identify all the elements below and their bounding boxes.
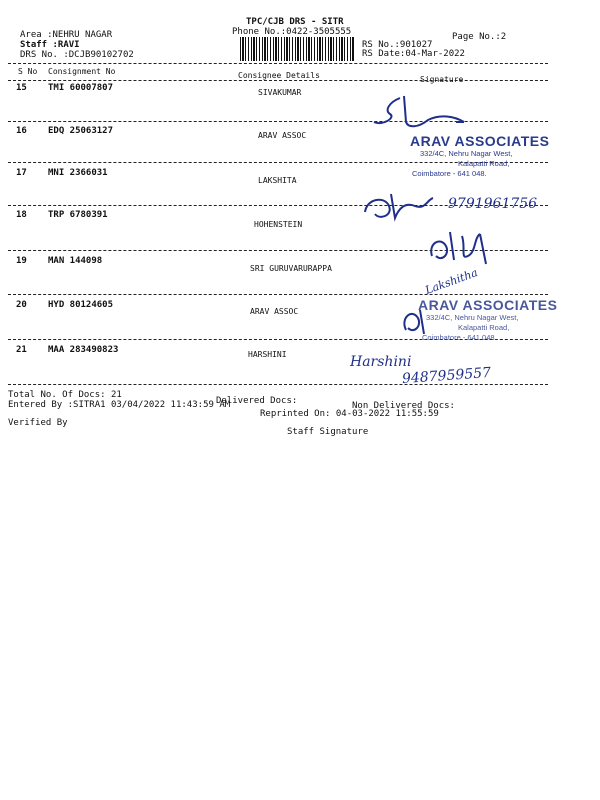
stamp-city: Coimbatore - 641 048. bbox=[422, 333, 497, 342]
stamp-address: 332/4C, Nehru Nagar West, bbox=[426, 313, 519, 322]
area-label: Area :NEHRU NAGAR bbox=[20, 30, 113, 40]
stamp-address: 332/4C, Nehru Nagar West, bbox=[420, 149, 513, 158]
rs-date: RS Date:04-Mar-2022 bbox=[362, 49, 465, 59]
row-consignment: EDQ 25063127 bbox=[48, 126, 114, 136]
entered-by: Entered By :SITRA1 03/04/2022 11:43:59 AM bbox=[8, 400, 231, 410]
row-s-no: 19 bbox=[16, 256, 27, 266]
rs-number: RS No.:901027 bbox=[362, 40, 433, 50]
staff-signature: Staff Signature bbox=[287, 427, 369, 437]
barcode bbox=[240, 37, 355, 61]
row-consignee: LAKSHITA bbox=[258, 176, 297, 185]
signature-scribble bbox=[360, 92, 470, 134]
non-delivered-docs: Non Delivered Docs: bbox=[352, 401, 455, 411]
signature-scribble bbox=[422, 226, 492, 270]
divider bbox=[8, 80, 548, 81]
row-consignee: HARSHINI bbox=[248, 350, 287, 359]
staff-label: Staff :RAVI bbox=[20, 40, 80, 50]
divider bbox=[8, 294, 548, 295]
row-s-no: 17 bbox=[16, 168, 27, 178]
page-number: Page No.:2 bbox=[452, 32, 507, 42]
row-s-no: 18 bbox=[16, 210, 27, 220]
row-consignment: MAA 283490823 bbox=[48, 345, 119, 355]
handwritten-phone: 9791961756 bbox=[448, 196, 538, 212]
row-consignment: MNI 2366031 bbox=[48, 168, 108, 178]
row-consignment: TRP 6780391 bbox=[48, 210, 108, 220]
row-s-no: 16 bbox=[16, 126, 27, 136]
stamp-company-name: ARAV ASSOCIATES bbox=[410, 133, 550, 149]
report-title: TPC/CJB DRS - SITR bbox=[246, 17, 344, 27]
divider bbox=[8, 384, 548, 385]
company-stamp bbox=[418, 297, 557, 343]
divider bbox=[8, 63, 548, 64]
row-consignee: SIVAKUMAR bbox=[258, 88, 302, 97]
stamp-company-name: ARAV ASSOCIATES bbox=[418, 297, 558, 313]
row-s-no: 15 bbox=[16, 83, 27, 93]
handwritten-phone: 9487959557 bbox=[401, 364, 492, 388]
phone-number: Phone No.:0422-3505555 bbox=[232, 27, 352, 37]
company-stamp bbox=[410, 133, 549, 179]
col-consignment: Consignment No bbox=[48, 67, 116, 76]
reprinted-on: Reprinted On: 04-03-2022 11:55:59 bbox=[260, 409, 439, 419]
row-consignee: ARAV ASSOC bbox=[258, 131, 307, 140]
row-consignee: HOHENSTEIN bbox=[254, 220, 303, 229]
handwritten-name: Lakshitha bbox=[423, 266, 480, 297]
row-consignment: MAN 144098 bbox=[48, 256, 103, 266]
stamp-address: Kalapatti Road, bbox=[458, 323, 510, 332]
delivered-docs: Delivered Docs: bbox=[216, 396, 298, 406]
row-consignee: ARAV ASSOC bbox=[250, 307, 299, 316]
handwritten-name: Harshini bbox=[350, 354, 412, 370]
row-consignment: HYD 80124605 bbox=[48, 300, 114, 310]
row-s-no: 20 bbox=[16, 300, 27, 310]
col-signature: Signature bbox=[420, 75, 464, 84]
col-consignee: Consignee Details bbox=[238, 71, 320, 80]
signature-scribble bbox=[355, 190, 435, 224]
col-s-no: S No bbox=[18, 67, 38, 76]
row-consignment: TMI 60007807 bbox=[48, 83, 114, 93]
row-s-no: 21 bbox=[16, 345, 27, 355]
stamp-address: Kalapatti Road, bbox=[458, 159, 510, 168]
verified-by: Verified By bbox=[8, 418, 68, 428]
total-docs: Total No. Of Docs: 21 bbox=[8, 390, 122, 400]
stamp-city: Coimbatore - 641 048. bbox=[412, 169, 487, 178]
row-consignee: SRI GURUVARURAPPA bbox=[250, 264, 332, 273]
drs-number: DRS No. :DCJB90102702 bbox=[20, 50, 134, 60]
